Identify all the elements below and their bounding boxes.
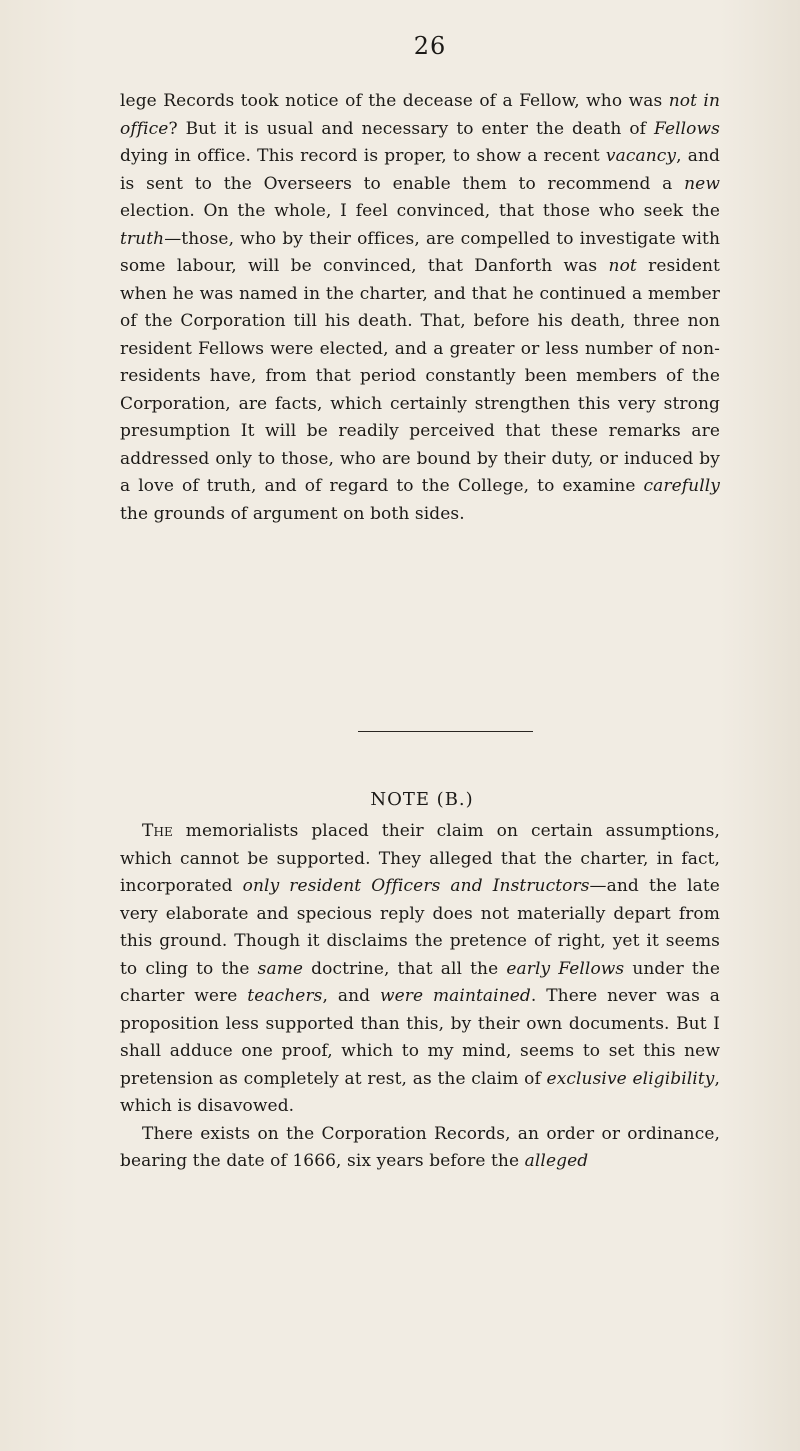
paragraph1-run-7: new: [684, 173, 720, 194]
paragraph-2: [120, 818, 720, 1121]
paragraph1-run-3: Fellows: [653, 118, 720, 139]
paragraph1-run-12: resident when he was named in the charter, and that he continued a member of the Corporation till his death. That, before his death, three non resident Fellows were elected, and a greater or less number of non-residents have, from that period constantly been members of the Corporation, are facts, which certainly strengthen this very strong presumption It will be readily perceived that these remarks are addressed only to those, who are bound by their duty, or induced by a love of truth, and of regard to the College, to examine: [120, 256, 720, 496]
paragraph3-run-0: There exists on the Corporation Records, an order or ordinance, bearing the date of 1666, six years before the: [120, 1123, 720, 1171]
paragraph3-run-1: alleged: [524, 1151, 589, 1171]
paragraph-3: [120, 1121, 720, 1176]
paragraph1-run-5: vacancy: [605, 146, 677, 166]
paragraph2-run-1: memorialists placed their claim on certain assumptions, which cannot be supported. They alleged that the charter, in fact, incorporated: [120, 821, 720, 896]
paragraph2-run-13: , which is disavowed.: [120, 1068, 720, 1116]
paragraph2-run-4: same: [257, 958, 304, 979]
paragraph1-run-8: election. On the whole, I feel convinced, that those who seek the: [120, 201, 720, 221]
paragraph2-run-6: early Fellows: [506, 958, 625, 979]
body-text-upper: [120, 88, 720, 528]
paragraph2-run-8: teachers: [247, 986, 323, 1006]
paragraph1-run-10: —those, who by their offices, are compelled to investigate with some labour, will be convinced, that Danforth was: [120, 228, 720, 276]
paragraph2-run-5: doctrine, that all the: [303, 958, 507, 979]
paragraph2-run-3: —and the late very elaborate and specious reply does not materially depart from this ground. Though it disclaims the pretence of right, yet it seems to cling to the: [120, 876, 720, 979]
paragraph1-run-1: not in office: [120, 91, 721, 139]
paragraph1-run-0: lege Records took notice of the decease of a Fellow, who was: [120, 91, 669, 111]
paragraph2-run-10: were maintained: [379, 986, 531, 1006]
paragraph2-run-11: . There never was a proposition less supported than this, by their own documents. But I shall adduce one proof, which to my mind, seems to set this new pretension as completely at rest, as the claim of: [120, 986, 720, 1089]
paragraph1-run-2: ? But it is usual and necessary to enter the death of: [168, 118, 654, 139]
paragraph1-run-13: carefully: [643, 476, 720, 496]
page-number: 26: [413, 32, 447, 60]
paragraph1-run-14: the grounds of argument on both sides.: [120, 503, 465, 524]
paragraph1-run-11: not: [608, 256, 637, 276]
paragraph2-run-9: , and: [322, 986, 380, 1006]
note-heading: NOTE (B.): [370, 789, 474, 810]
paragraph1-run-9: truth: [120, 228, 165, 249]
paragraph2-run-12: exclusive eligibility: [546, 1068, 715, 1089]
paragraph1-run-4: dying in office. This record is proper, to show a recent: [120, 146, 606, 166]
section-divider: [358, 731, 533, 732]
paragraph2-run-2: only resident Officers and Instructors: [242, 876, 590, 896]
body-text-lower: [120, 818, 720, 1176]
paragraph-1: [120, 88, 720, 528]
paragraph1-run-6: , and is sent to the Overseers to enable them to recommend a: [120, 146, 720, 194]
paragraph2-run-7: under the charter were: [120, 958, 720, 1006]
paragraph2-run-0: The: [142, 821, 173, 841]
